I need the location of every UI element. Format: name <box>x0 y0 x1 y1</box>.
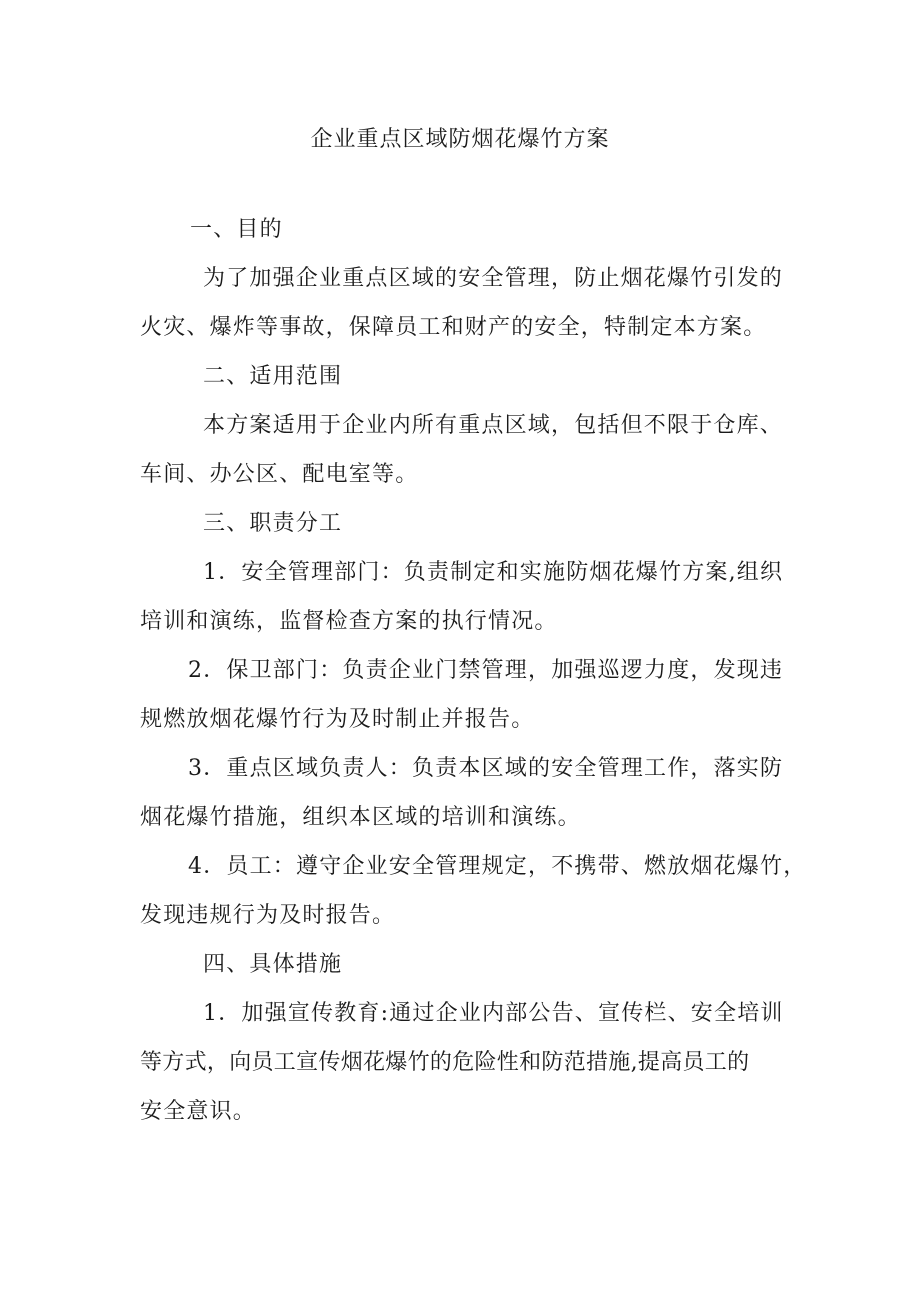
list-item-line: 发现违规行为及时报告。 <box>140 903 396 928</box>
list-item-line: 1．加强宣传教育:通过企业内部公告、宣传栏、安全培训 <box>203 1001 784 1026</box>
section-heading-scope: 二、适用范围 <box>203 364 343 389</box>
list-item-line: 安全意识。 <box>140 1099 257 1124</box>
section-heading-purpose: 一、目的 <box>190 217 283 242</box>
paragraph-line: 车间、办公区、配电室等。 <box>140 462 419 487</box>
paragraph-line: 为了加强企业重点区域的安全管理，防止烟花爆竹引发的 <box>203 266 784 291</box>
section-heading-responsibilities: 三、职责分工 <box>203 511 343 536</box>
list-item-line: 1．安全管理部门：负责制定和实施防烟花爆竹方案,组织 <box>203 560 784 585</box>
paragraph-line: 火灾、爆炸等事故，保障员工和财产的安全，特制定本方案。 <box>140 315 767 340</box>
paragraph-line: 本方案适用于企业内所有重点区域，包括但不限于仓库、 <box>203 413 784 438</box>
document-title: 企业重点区域防烟花爆竹方案 <box>310 127 610 152</box>
list-item-line: 规燃放烟花爆竹行为及时制止并报告。 <box>140 707 535 732</box>
list-item-line: 等方式，向员工宣传烟花爆竹的危险性和防范措施,提高员工的 <box>140 1050 750 1075</box>
section-heading-measures: 四、具体措施 <box>203 952 343 977</box>
list-item-line: 烟花爆竹措施，组织本区域的培训和演练。 <box>140 805 581 830</box>
list-item-line: 4．员工：遵守企业安全管理规定，不携带、燃放烟花爆竹， <box>188 854 807 879</box>
list-item-line: 培训和演练，监督检查方案的执行情况。 <box>140 609 558 634</box>
list-item-line: 3．重点区域负责人：负责本区域的安全管理工作，落实防 <box>188 756 784 781</box>
list-item-line: 2．保卫部门：负责企业门禁管理，加强巡逻力度，发现违 <box>188 658 784 683</box>
